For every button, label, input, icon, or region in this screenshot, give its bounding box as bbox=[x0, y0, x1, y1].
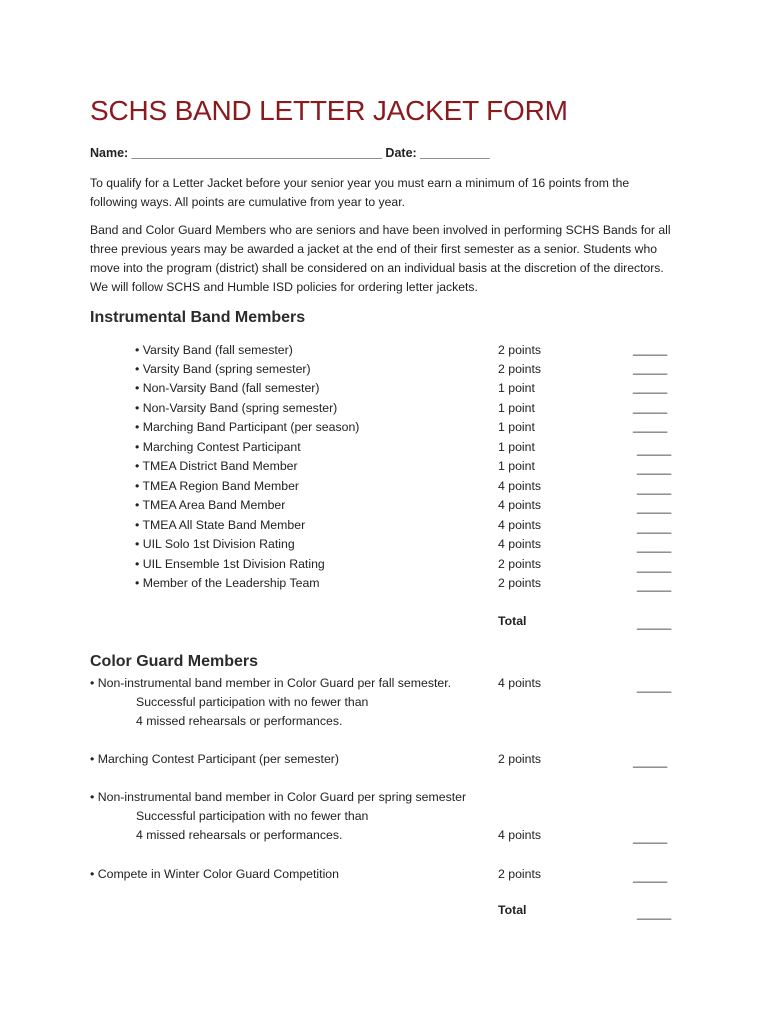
band-item-label: • TMEA Region Band Member bbox=[135, 479, 300, 493]
band-item-points: 4 points bbox=[498, 498, 542, 512]
band-item-blank[interactable]: _____ bbox=[633, 380, 668, 394]
band-item-label: • Marching Contest Participant bbox=[135, 440, 301, 454]
band-item-blank[interactable]: _____ bbox=[633, 361, 668, 375]
guard-item-label: • Non-instrumental band member in Color Guard per fall semester. bbox=[90, 676, 452, 690]
guard-item-sub: 4 missed rehearsals or performances. bbox=[136, 714, 343, 728]
name-date-field-line[interactable]: Name: ____________________________________ Date: __________ bbox=[90, 146, 490, 160]
band-item-blank[interactable]: _____ bbox=[637, 500, 672, 514]
band-item-label: • Non-Varsity Band (fall semester) bbox=[135, 381, 320, 395]
band-item-blank[interactable]: _____ bbox=[633, 342, 668, 356]
guard-item-label: • Compete in Winter Color Guard Competition bbox=[90, 867, 339, 881]
band-item-points: 2 points bbox=[498, 362, 542, 376]
band-item-points: 4 points bbox=[498, 479, 542, 493]
guard-item-sub: Successful participation with no fewer than bbox=[136, 809, 369, 823]
band-item-points: 1 point bbox=[498, 440, 535, 454]
band-item-label: • UIL Ensemble 1st Division Rating bbox=[135, 557, 325, 571]
band-item-points: 1 point bbox=[498, 401, 535, 415]
guard-item-points: 4 points bbox=[498, 828, 542, 842]
band-total-label: Total bbox=[498, 614, 527, 628]
band-item-points: 4 points bbox=[498, 518, 542, 532]
guard-total-blank[interactable]: _____ bbox=[637, 906, 672, 920]
band-item-blank[interactable]: _____ bbox=[637, 481, 672, 495]
guard-item-blank[interactable]: _____ bbox=[633, 830, 668, 844]
band-item-blank[interactable]: _____ bbox=[633, 400, 668, 414]
guard-item-blank[interactable]: _____ bbox=[637, 679, 672, 693]
band-item-label: • Varsity Band (fall semester) bbox=[135, 343, 293, 357]
band-item-points: 2 points bbox=[498, 576, 542, 590]
band-section-heading: Instrumental Band Members bbox=[90, 309, 306, 326]
band-item-points: 1 point bbox=[498, 381, 535, 395]
band-item-label: • TMEA All State Band Member bbox=[135, 518, 306, 532]
guard-item-points: 4 points bbox=[498, 676, 542, 690]
band-item-label: • TMEA Area Band Member bbox=[135, 498, 286, 512]
policy-paragraph: Band and Color Guard Members who are seniors and have been involved in performing SCHS Bands for all three previous years may be awarded a jacket at the end of their first semester as a senior. Students who move into the program (district) shall be considered on an individual basis at the discretion of the directors. We will follow SCHS and Humble ISD policies for ordering letter jackets. bbox=[90, 223, 671, 294]
guard-item-blank[interactable]: _____ bbox=[633, 754, 668, 768]
band-item-points: 2 points bbox=[498, 343, 542, 357]
guard-item-label: • Marching Contest Participant (per semester) bbox=[90, 752, 339, 766]
band-item-blank[interactable]: _____ bbox=[637, 578, 672, 592]
band-item-label: • Member of the Leadership Team bbox=[135, 576, 320, 590]
guard-total-label: Total bbox=[498, 903, 527, 917]
guard-item-points: 2 points bbox=[498, 867, 542, 881]
page-title: SCHS BAND LETTER JACKET FORM bbox=[90, 95, 568, 126]
band-item-label: • Varsity Band (spring semester) bbox=[135, 362, 311, 376]
guard-item-blank[interactable]: _____ bbox=[633, 869, 668, 883]
guard-item-points: 2 points bbox=[498, 752, 542, 766]
band-item-blank[interactable]: _____ bbox=[637, 461, 672, 475]
band-item-blank[interactable]: _____ bbox=[637, 442, 672, 456]
intro-paragraph: To qualify for a Letter Jacket before your senior year you must earn a minimum of 16 points from the following ways. All points are cumulative from year to year. bbox=[90, 176, 630, 209]
band-item-label: • UIL Solo 1st Division Rating bbox=[135, 537, 295, 551]
band-item-points: 2 points bbox=[498, 557, 542, 571]
band-item-label: • TMEA District Band Member bbox=[135, 459, 298, 473]
guard-item-label: • Non-instrumental band member in Color Guard per spring semester bbox=[90, 790, 467, 804]
guard-item-sub: Successful participation with no fewer than bbox=[136, 695, 369, 709]
band-item-blank[interactable]: _____ bbox=[637, 539, 672, 553]
band-item-blank[interactable]: _____ bbox=[637, 520, 672, 534]
band-item-points: 1 point bbox=[498, 420, 535, 434]
band-item-points: 4 points bbox=[498, 537, 542, 551]
band-item-blank[interactable]: _____ bbox=[637, 559, 672, 573]
guard-section-heading: Color Guard Members bbox=[90, 653, 259, 670]
band-item-blank[interactable]: _____ bbox=[633, 419, 668, 433]
band-item-points: 1 point bbox=[498, 459, 535, 473]
band-item-label: • Non-Varsity Band (spring semester) bbox=[135, 401, 338, 415]
band-item-label: • Marching Band Participant (per season) bbox=[135, 420, 360, 434]
guard-item-sub: 4 missed rehearsals or performances. bbox=[136, 828, 343, 842]
band-total-blank[interactable]: _____ bbox=[637, 616, 672, 630]
